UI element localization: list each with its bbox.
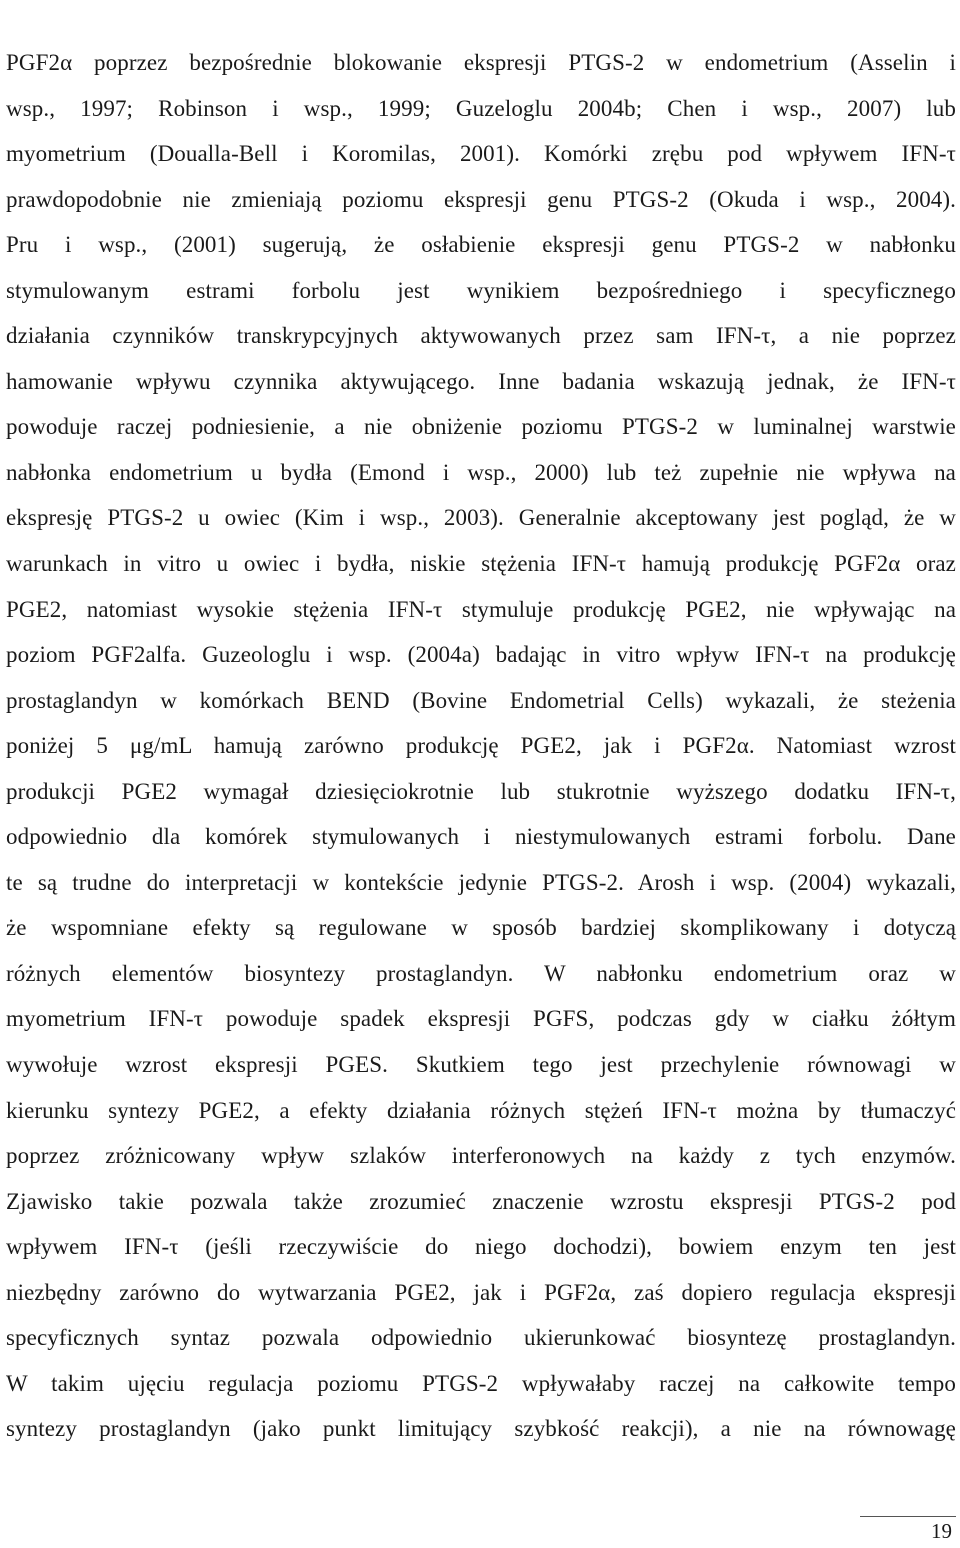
text-line: hamowanie wpływu czynnika aktywującego. Inne badania wskazują jednak, że IFN-τ xyxy=(6,368,956,394)
text-line: poprzez zróżnicowany wpływ szlaków interferonowych na każdy z tych enzymów. xyxy=(6,1143,956,1169)
text-line: niezbędny zarówno do wytwarzania PGE2, jak i PGF2α, zaś dopiero regulacja ekspresji xyxy=(6,1279,956,1305)
page-number-rule xyxy=(860,1516,956,1517)
page-number: 19 xyxy=(931,1519,952,1543)
text-line: produkcji PGE2 wymagał dziesięciokrotnie lub stukrotnie wyższego dodatku IFN-τ, xyxy=(6,778,956,804)
text-line: prawdopodobnie nie zmieniają poziomu ekspresji genu PTGS-2 (Okuda i wsp., 2004). xyxy=(6,186,956,212)
text-line: Zjawisko takie pozwala także zrozumieć znaczenie wzrostu ekspresji PTGS-2 pod xyxy=(6,1188,956,1214)
text-line: wpływem IFN-τ (jeśli rzeczywiście do niego dochodzi), bowiem enzym ten jest xyxy=(6,1234,956,1260)
text-line: specyficznych syntaz pozwala odpowiednio ukierunkować biosyntezę prostaglandyn. xyxy=(6,1325,956,1351)
text-line: PGF2α poprzez bezpośrednie blokowanie ekspresji PTGS-2 w endometrium (Asselin i xyxy=(6,50,956,75)
text-line: poniżej 5 μg/mL hamują zarówno produkcję PGE2, jak i PGF2α. Natomiast wzrost xyxy=(6,733,956,759)
text-line: W takim ujęciu regulacja poziomu PTGS-2 wpływałaby raczej na całkowite tempo xyxy=(6,1370,956,1396)
text-line: wsp., 1997; Robinson i wsp., 1999; Guzeloglu 2004b; Chen i wsp., 2007) lub xyxy=(6,95,956,121)
text-line: Pru i wsp., (2001) sugerują, że osłabienie ekspresji genu PTGS-2 w nabłonku xyxy=(6,232,956,258)
text-line: te są trudne do interpretacji w kontekście jedynie PTGS-2. Arosh i wsp. (2004) wykazali, xyxy=(6,869,956,895)
text-line: prostaglandyn w komórkach BEND (Bovine Endometrial Cells) wykazali, że steżenia xyxy=(6,687,956,713)
text-line: powoduje raczej podniesienie, a nie obniżenie poziomu PTGS-2 w luminalnej warstwie xyxy=(6,414,956,440)
text-line: różnych elementów biosyntezy prostaglandyn. W nabłonku endometrium oraz w xyxy=(6,960,956,986)
text-line: ekspresję PTGS-2 u owiec (Kim i wsp., 2003). Generalnie akceptowany jest pogląd, że w xyxy=(6,505,956,531)
text-line: wywołuje wzrost ekspresji PGES. Skutkiem tego jest przechylenie równowagi w xyxy=(6,1052,956,1078)
text-line: kierunku syntezy PGE2, a efekty działania różnych stężeń IFN-τ można by tłumaczyć xyxy=(6,1097,956,1123)
text-line: myometrium IFN-τ powoduje spadek ekspresji PGFS, podczas gdy w ciałku żółtym xyxy=(6,1006,956,1032)
text-line: nabłonka endometrium u bydła (Emond i wsp., 2000) lub też zupełnie nie wpływa na xyxy=(6,459,956,485)
text-line: syntezy prostaglandyn (jako punkt limitujący szybkość reakcji), a nie na równowagę xyxy=(6,1416,956,1442)
text-line: odpowiednio dla komórek stymulowanych i niestymulowanych estrami forbolu. Dane xyxy=(6,824,956,850)
text-line: warunkach in vitro u owiec i bydła, niskie stężenia IFN-τ hamują produkcję PGF2α oraz xyxy=(6,551,956,577)
text-line: PGE2, natomiast wysokie stężenia IFN-τ stymuluje produkcję PGE2, nie wpływając na xyxy=(6,596,956,622)
body-text xyxy=(6,40,956,1452)
text-line: poziom PGF2alfa. Guzeologlu i wsp. (2004a) badając in vitro wpływ IFN-τ na produkcję xyxy=(6,642,956,668)
text-line: że wspomniane efekty są regulowane w sposób bardziej skomplikowany i dotyczą xyxy=(6,915,956,941)
text-line: działania czynników transkrypcyjnych aktywowanych przez sam IFN-τ, a nie poprzez xyxy=(6,323,956,349)
text-line: stymulowanym estrami forbolu jest wynikiem bezpośredniego i specyficznego xyxy=(6,277,956,303)
text-line: myometrium (Doualla-Bell i Koromilas, 2001). Komórki zrębu pod wpływem IFN-τ xyxy=(6,141,956,167)
